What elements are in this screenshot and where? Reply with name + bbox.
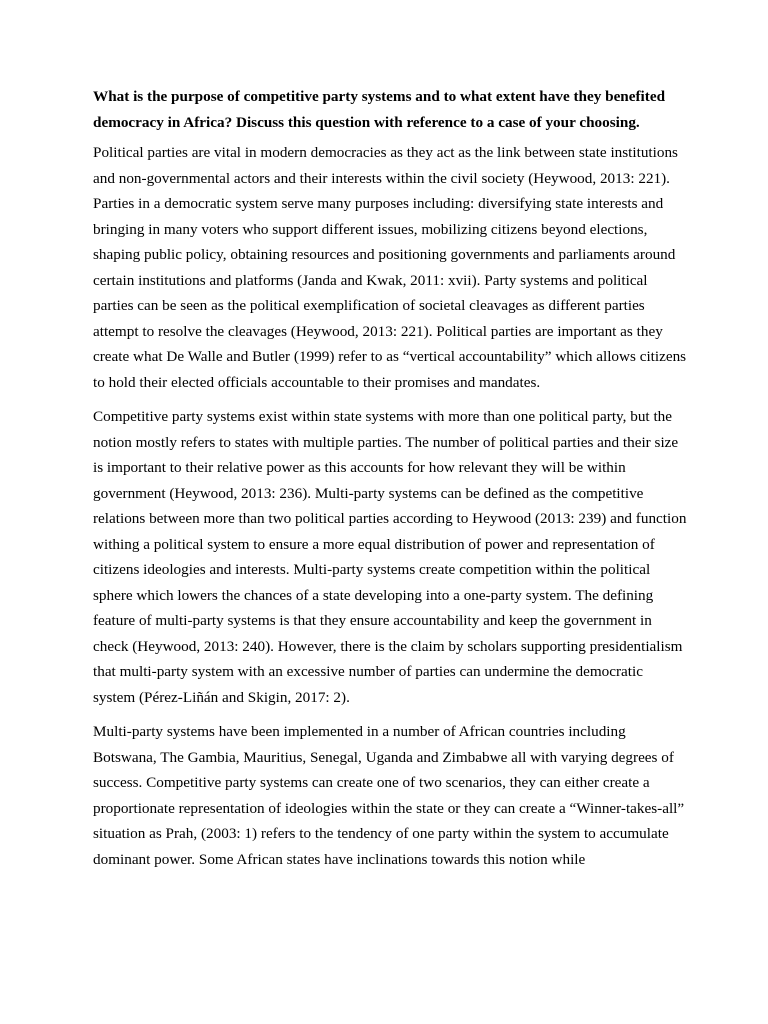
- paragraph-2: Competitive party systems exist within state systems with more than one political party, but the notion mostly refers to states with multiple parties. The number of political parties and their size is important to their relative power as this accounts for how relevant they will be within government (Heywood, 2013: 236). Multi-party systems can be defined as the competitive relations between more than two political parties according to Heywood (2013: 239) and function withing a political system to ensure a more equal distribution of power and representation of citizens ideologies and interests. Multi-party systems create competition within the political sphere which lowers the chances of a state developing into a one-party system. The defining feature of multi-party systems is that they ensure accountability and keep the government in check (Heywood, 2013: 240). However, there is the claim by scholars supporting presidentialism that multi-party system with an excessive number of parties can undermine the democratic system (Pérez-Liñán and Skigin, 2017: 2).: [93, 408, 687, 706]
- essay-question: What is the purpose of competitive party systems and to what extent have they benefited democracy in Africa? Discuss this question with reference to a case of your choosing.: [93, 88, 666, 131]
- paragraph-3: Multi-party systems have been implemented in a number of African countries including Botswana, The Gambia, Mauritius, Senegal, Uganda and Zimbabwe all with varying degrees of success. Competitive party systems can create one of two scenarios, they can either create a proportionate representation of ideologies within the state or they can create a “Winner-takes-all” situation as Prah, (2003: 1) refers to the tendency of one party within the system to accumulate dominant power. Some African states have inclinations towards this notion while: [93, 723, 685, 868]
- paragraph-1: Political parties are vital in modern democracies as they act as the link between state institutions and non-governmental actors and their interests within the civil society (Heywood, 2013: 221). Parties in a democratic system serve many purposes including: diversifying state interests and bringing in many voters who support different issues, mobilizing citizens beyond elections, shaping public policy, obtaining resources and positioning governments and parliaments around certain institutions and platforms (Janda and Kwak, 2011: xvii). Party systems and political parties can be seen as the political exemplification of societal cleavages as different parties attempt to resolve the cleavages (Heywood, 2013: 221). Political parties are important as they create what De Walle and Butler (1999) refer to as “vertical accountability” which allows citizens to hold their elected officials accountable to their promises and mandates.: [93, 144, 687, 391]
